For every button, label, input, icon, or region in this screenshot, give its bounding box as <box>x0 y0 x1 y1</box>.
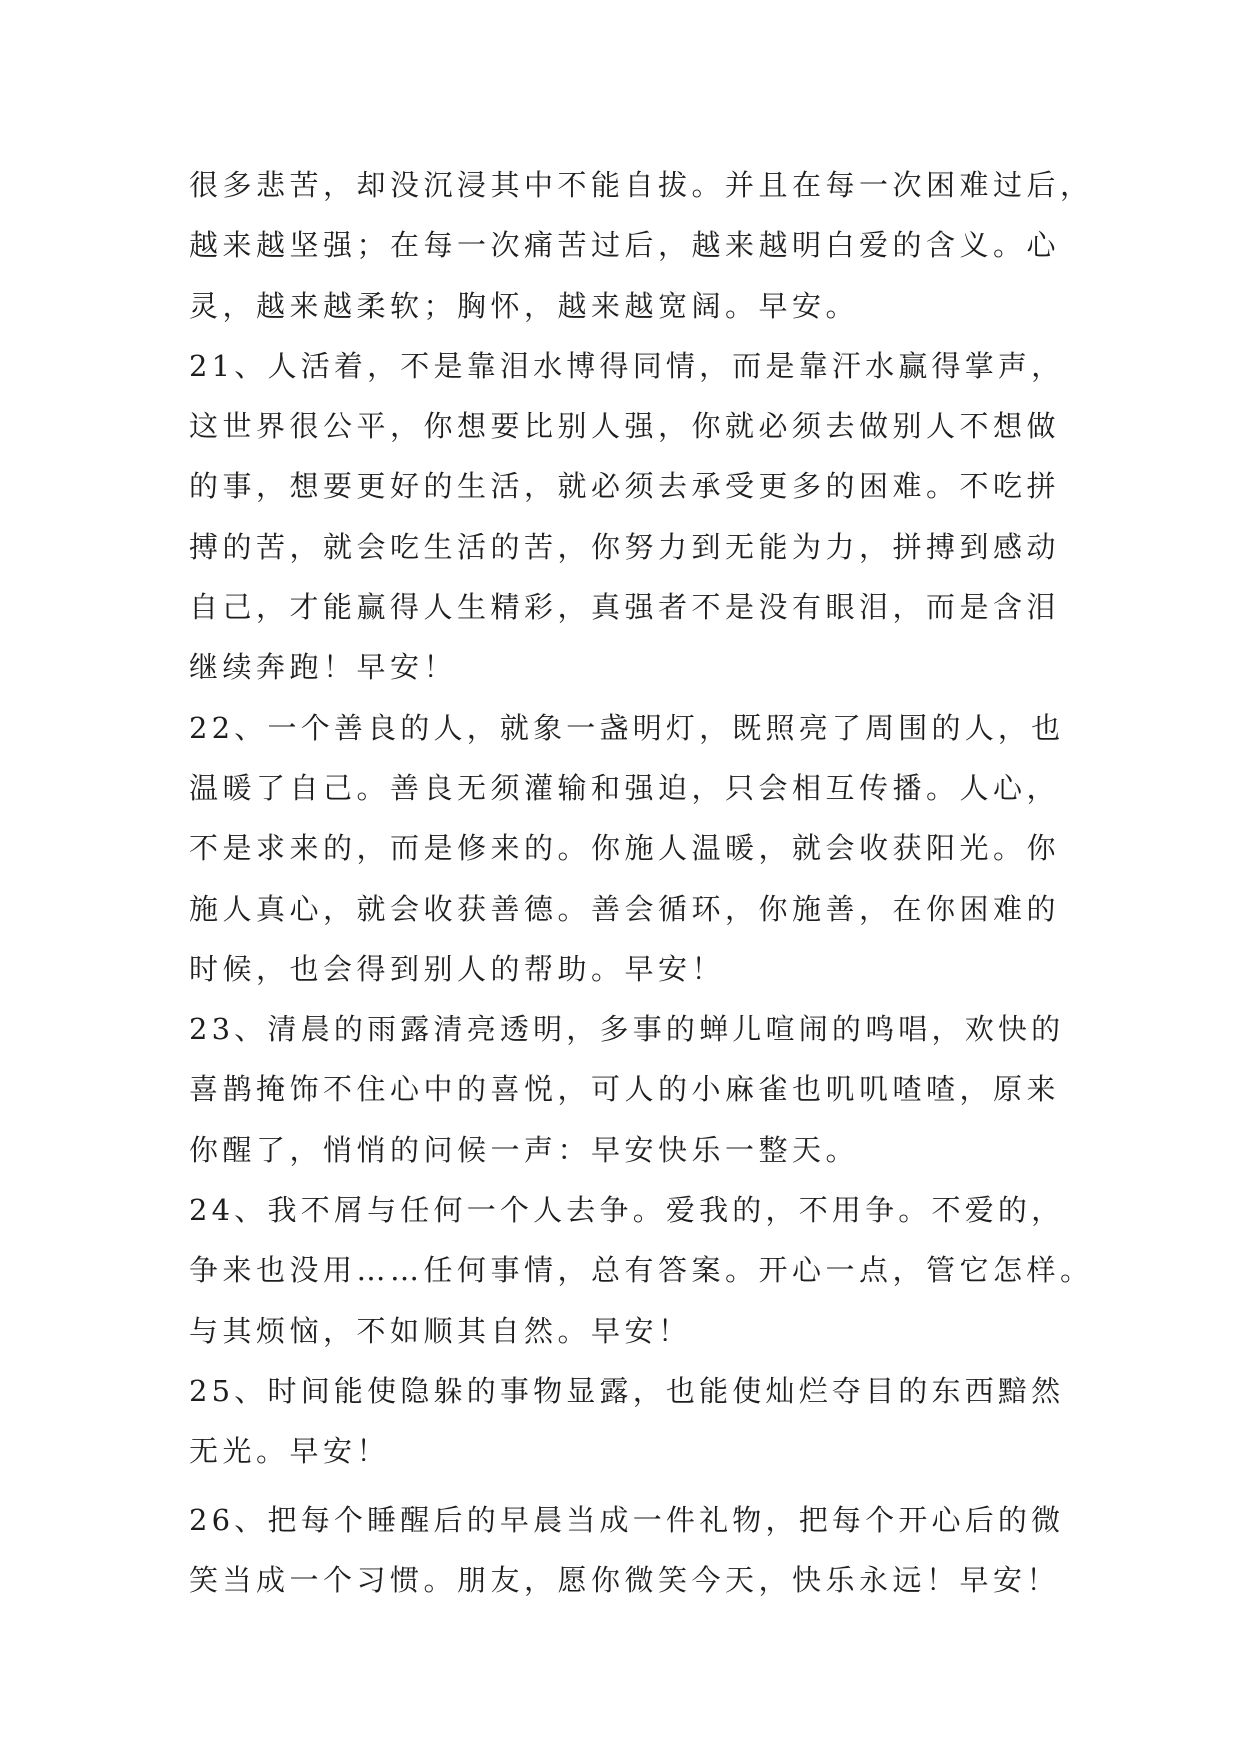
text-line: 灵，越来越柔软；胸怀，越来越宽阔。早安。 <box>189 288 860 323</box>
text-line: 很多悲苦，却没沉浸其中不能自拔。并且在每一次困难过后， <box>189 168 1094 202</box>
text-line: 自己，才能赢得人生精彩，真强者不是没有眼泪，而是含泪 <box>189 590 1061 625</box>
text-line: 温暖了自己。善良无须灌输和强迫，只会相互传播。人心， <box>189 770 1061 805</box>
text-line: 的事，想要更好的生活，就必须去承受更多的困难。不吃拼 <box>189 469 1061 504</box>
text-line: 搏的苦，就会吃生活的苦，你努力到无能为力，拼搏到感动 <box>189 529 1061 564</box>
paragraph-21-line: 21、人活着，不是靠泪水博得同情，而是靠汗水赢得掌声， <box>189 348 1065 383</box>
paragraph-26-line: 26、把每个睡醒后的早晨当成一件礼物，把每个开心后的微 <box>189 1502 1065 1537</box>
text-line: 喜鹊掩饰不住心中的喜悦，可人的小麻雀也叽叽喳喳，原来 <box>189 1072 1061 1107</box>
text-line: 与其烦恼，不如顺其自然。早安！ <box>189 1313 692 1348</box>
text-line: 你醒了，悄悄的问候一声：早安快乐一整天。 <box>189 1132 860 1167</box>
paragraph-23-line: 23、清晨的雨露清亮透明，多事的蝉儿喧闹的鸣唱，欢快的 <box>189 1012 1065 1047</box>
text-line: 无光。早安！ <box>189 1434 391 1469</box>
text-line: 施人真心，就会收获善德。善会循环，你施善，在你困难的 <box>189 891 1061 926</box>
paragraph-22-line: 22、一个善良的人，就象一盏明灯，既照亮了周围的人，也 <box>189 710 1065 745</box>
paragraph-25-line: 25、时间能使隐躲的事物显露，也能使灿烂夺目的东西黯然 <box>189 1373 1065 1408</box>
text-line: 越来越坚强；在每一次痛苦过后，越来越明白爱的含义。心 <box>189 228 1061 263</box>
text-line: 笑当成一个习惯。朋友，愿你微笑今天，快乐永远！早安！ <box>189 1562 1061 1597</box>
body-text <box>189 155 1094 1610</box>
text-line: 这世界很公平，你想要比别人强，你就必须去做别人不想做 <box>189 409 1061 444</box>
text-line: 时候，也会得到别人的帮助。早安！ <box>189 951 726 986</box>
text-line: 不是求来的，而是修来的。你施人温暖，就会收获阳光。你 <box>189 831 1061 866</box>
paragraph-24-line: 24、我不屑与任何一个人去争。爱我的，不用争。不爱的， <box>189 1193 1065 1228</box>
text-line: 争来也没用……任何事情，总有答案。开心一点，管它怎样。 <box>189 1253 1094 1288</box>
text-line: 继续奔跑！早安！ <box>189 650 458 685</box>
